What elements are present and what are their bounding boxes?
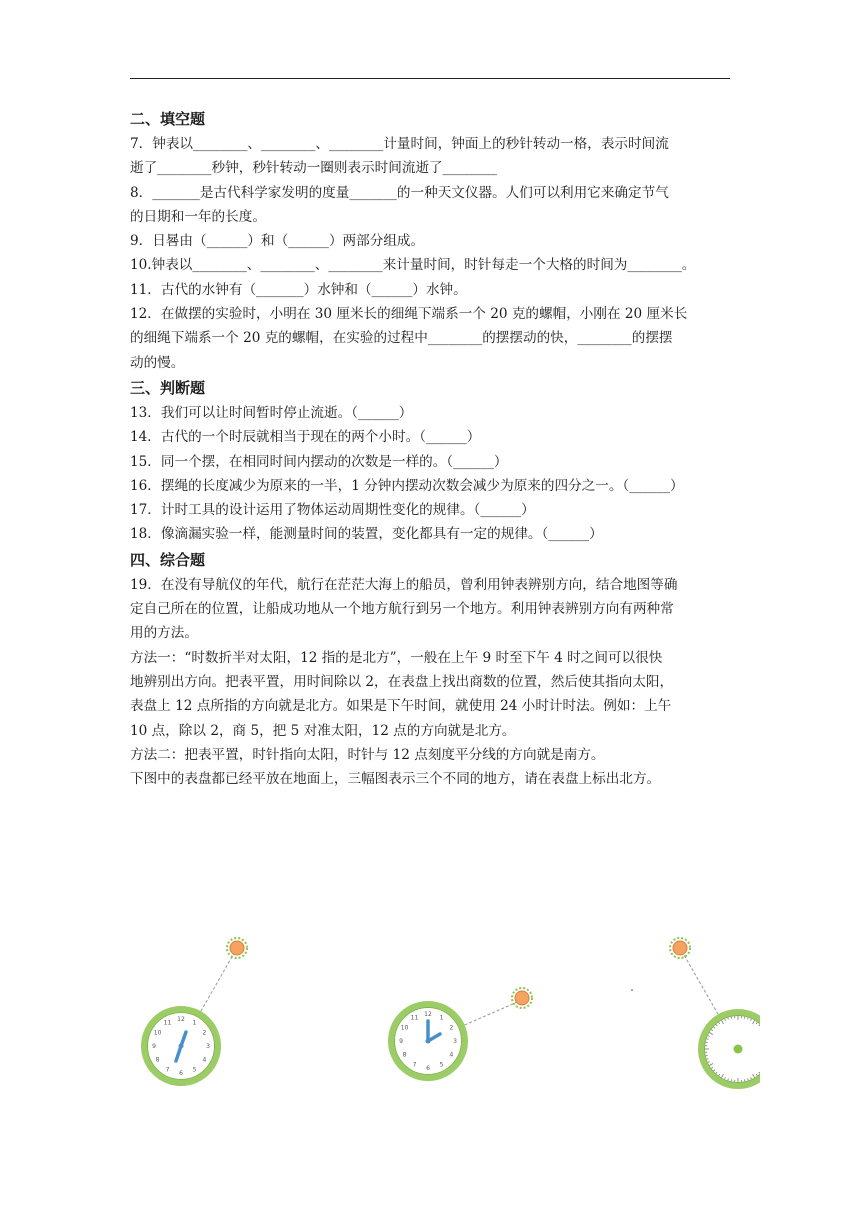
question-line: 下图中的表盘都已经平放在地面上，三幅图表示三个不同的地方，请在表盘上标出北方。: [130, 771, 661, 788]
clock-number: 1: [439, 1014, 444, 1022]
question-line: 表盘上 12 点所指的方向就是北方。如果是下午时间，就使用 24 小时计时法。例如：上午: [130, 698, 672, 715]
clock-number: 5: [192, 1066, 197, 1074]
worksheet-content: [130, 106, 734, 791]
header-rule: [130, 78, 730, 79]
section-true-false: [130, 375, 734, 547]
question-line: 逝了________秒钟，秒针转动一圈则表示时间流逝了________: [130, 160, 498, 177]
clock-number: 4: [449, 1051, 454, 1059]
clock-diagram-3: [670, 938, 760, 1086]
clock-tick: [731, 1017, 732, 1019]
question-line: 的日期和一年的长度。: [130, 208, 266, 225]
clock-number: 8: [402, 1051, 407, 1059]
clock-diagram-2: [391, 988, 532, 1078]
clock-number: 7: [165, 1066, 170, 1074]
clock-number: 6: [179, 1070, 183, 1077]
clock-number: 6: [426, 1065, 430, 1072]
question-line: 8．_______是古代科学家发明的度量_______的一种天文仪器。人们可以利用它来确定节气: [130, 184, 669, 201]
section-fill-blank: [130, 106, 734, 375]
clock-number: 7: [412, 1061, 417, 1069]
sun-icon: [512, 988, 532, 1008]
question-line: 方法二：把表平置，时针指向太阳，时针与 12 点刻度平分线的方向就是南方。: [130, 746, 605, 763]
clock-number: 10: [400, 1024, 409, 1032]
clock-tick: [731, 1079, 732, 1081]
clock-number: 2: [449, 1024, 454, 1032]
section-comprehensive: [130, 547, 734, 792]
question-line: 动的慢。: [130, 354, 185, 371]
question-line: 11．古代的水钟有（_______）水钟和（______）水钟。: [130, 281, 467, 298]
question-line: 17．计时工具的设计运用了物体运动周期性变化的规律。（______）: [130, 502, 535, 519]
question-line: 12．在做摆的实验时，小明在 30 厘米长的细绳下端系一个 20 克的螺帽，小刚在 20 厘米长: [130, 306, 688, 323]
question-line: 13．我们可以让时间暂时停止流逝。（______）: [130, 404, 413, 421]
clock-number: 12: [424, 1011, 432, 1018]
clock-tick: [744, 1017, 745, 1019]
clock-number: 11: [163, 1019, 172, 1027]
clock-sun-figure: [120, 928, 760, 1098]
question-line: 方法一：“时数折半对太阳，12 指的是北方”，一般在上午 9 时至下午 4 时之间可以很快: [130, 649, 663, 666]
clock-number: 3: [206, 1043, 210, 1050]
question-line: 14．古代的一个时辰就相当于现在的两个小时。（______）: [130, 429, 481, 446]
question-line: 18．像滴漏实验一样，能测量时间的装置，变化都具有一定的规律。（______）: [130, 526, 603, 543]
question-line: 用的方法。: [130, 625, 198, 642]
section-title: 三、判断题: [130, 378, 206, 397]
clock-number: 9: [152, 1043, 156, 1050]
section-title: 二、填空题: [130, 110, 206, 128]
clock-number: 9: [399, 1038, 403, 1045]
question-line: 10 点，除以 2，商 5，把 5 对准太阳，12 点的方向就是北方。: [130, 722, 516, 739]
clock-number: 8: [155, 1056, 160, 1064]
question-line: 9．日晷由（______）和（______）两部分组成。: [130, 233, 425, 250]
clock-tick: [706, 1042, 708, 1043]
section-title: 四、综合题: [130, 550, 206, 569]
clock-number: 10: [153, 1029, 162, 1037]
clock-diagram-1: [144, 938, 247, 1083]
stray-dot: [631, 989, 633, 991]
question-line: 16．摆绳的长度减少为原来的一半，1 分钟内摆动次数会减少为原来的四分之一。（______）: [130, 477, 684, 494]
question-line: 定自己所在的位置，让船成功地从一个地方航行到另一个地方。利用钟表辨别方向有两种常: [130, 601, 674, 618]
question-line: 7．钟表以________、________、________计量时间，钟面上的秒针转动一格，表示时间流: [130, 136, 669, 152]
clock-number: 11: [410, 1014, 419, 1022]
clock-number: 4: [202, 1056, 207, 1064]
clock-number: 12: [177, 1016, 185, 1023]
sun-icon: [227, 938, 247, 958]
question-line: 15．同一个摆，在相同时间内摆动的次数是一样的。（______）: [130, 453, 508, 470]
clock-number: 2: [202, 1029, 207, 1037]
question-line: 地辨别出方向。把表平置，用时间除以 2，在表盘上找出商数的位置，然后使其指向太阳，: [130, 673, 674, 690]
question-line: 的细绳下端系一个 20 克的螺帽，在实验的过程中________的摆摆动的快，________的摆摆: [130, 330, 673, 347]
clock-tick: [706, 1055, 708, 1056]
sun-icon: [670, 938, 690, 958]
clock-number: 3: [453, 1038, 457, 1045]
question-line: 10.钟表以________、________、________来计量时间，时针每走一个大格的时间为________。: [130, 257, 696, 274]
clock-number: 5: [439, 1061, 444, 1069]
clock-center: [734, 1045, 743, 1054]
clock-number: 1: [192, 1019, 197, 1027]
clock-tick: [744, 1079, 745, 1081]
clock-face: [701, 1012, 760, 1086]
question-line: 19．在没有导航仪的年代，航行在茫茫大海上的船员，曾利用钟表辨别方向，结合地图等确: [130, 576, 678, 593]
